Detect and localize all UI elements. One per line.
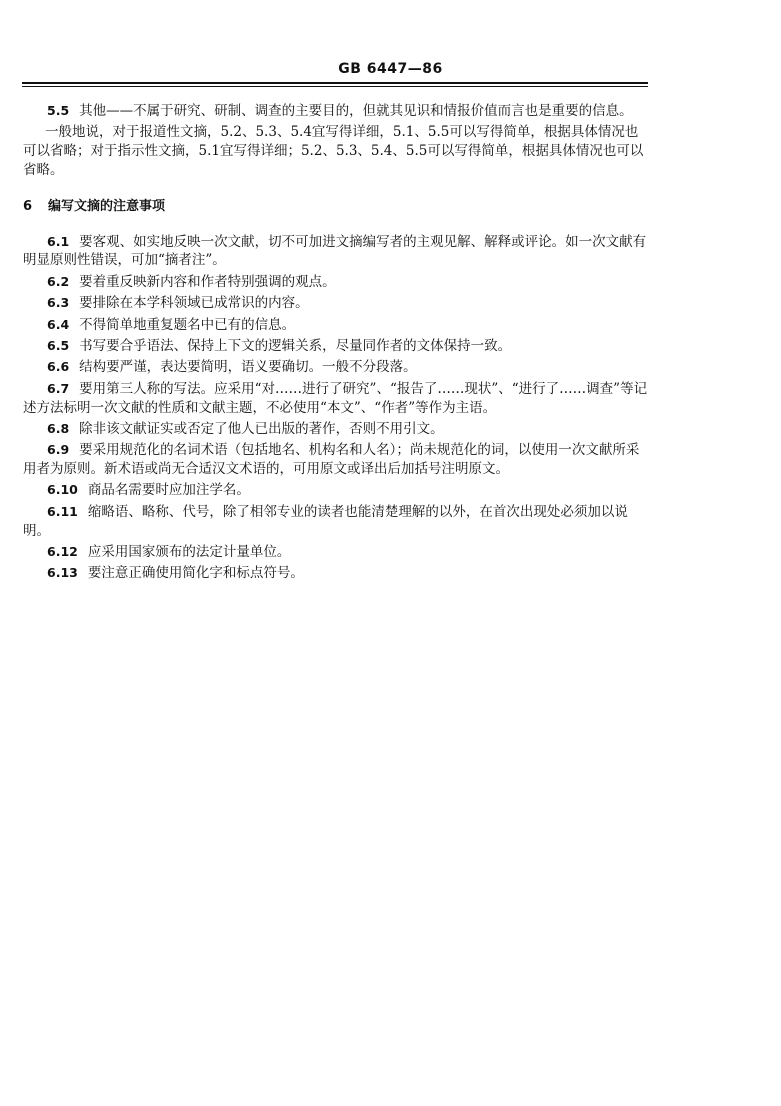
header-rule-thick <box>22 82 648 84</box>
clause-item <box>23 233 651 271</box>
clause-item <box>23 273 651 292</box>
clause-number: 6.11 <box>47 503 78 519</box>
clause-item <box>23 294 651 313</box>
clause-item <box>23 358 651 377</box>
section-heading <box>23 198 651 217</box>
clause-number: 6.3 <box>47 295 70 311</box>
clause-number: 6.12 <box>47 544 78 560</box>
clause-number: 5.5 <box>47 103 70 118</box>
clause-item <box>23 481 651 500</box>
clause-text: 不得简单地重复题名中已有的信息。 <box>79 316 296 333</box>
clause-number: 6.5 <box>47 337 70 353</box>
clause-text: 商品名需要时应加注学名。 <box>87 482 250 499</box>
clause-item <box>23 420 651 439</box>
standard-header: GB 6447—86 <box>338 61 443 77</box>
clause-item <box>23 337 651 356</box>
clause-text: 书写要合乎语法、保持上下文的逻辑关系，尽量同作者的文体保持一致。 <box>79 337 512 354</box>
document-body <box>23 102 651 586</box>
clause-text: 应采用国家颁布的法定计量单位。 <box>87 544 291 561</box>
clause-text: 缩略语、略称、代号，除了相邻专业的读者也能清楚理解的以外，在首次出现处必须加以说明。 <box>23 503 628 539</box>
clause-number: 6.1 <box>47 233 70 249</box>
clause-text: 要注意正确使用简化字和标点符号。 <box>87 565 304 582</box>
clause-item <box>23 441 651 479</box>
clause-number: 6.7 <box>47 380 70 396</box>
clause-item <box>23 316 651 335</box>
section-title: 编写文摘的注意事项 <box>48 198 166 214</box>
clause-text: 要着重反映新内容和作者特别强调的观点。 <box>79 273 336 290</box>
clause-number: 6.6 <box>47 359 70 375</box>
section-number: 6 <box>23 198 33 214</box>
clause-text: 要采用规范化的名词术语（包括地名、机构名和人名）；尚未规范化的词，以使用一次文献所采用者为原则。新术语或尚无合适汉文术语的，可用原文或译出后加括号注明原文。 <box>23 442 640 478</box>
header-rule-thin <box>22 86 648 87</box>
clause-text: 要排除在本学科领域已成常识的内容。 <box>79 295 309 312</box>
clause-text: 其他——不属于研究、研制、调查的主要目的，但就其见识和情报价值而言也是重要的信息。 <box>79 103 633 119</box>
paragraph-general: 一般地说，对于报道性文摘，5.2、5.3、5.4宜写得详细，5.1、5.5可以写得简单，根据具体情况也可以省略；对于指示性文摘，5.1宜写得详细；5.2、5.3、5.4、5.5可以写得简单，根据具体情况也可以省略。 <box>23 124 644 178</box>
clause-text: 要客观、如实地反映一次文献，切不可加进文摘编写者的主观见解、解释或评论。如一次文献有明显原则性错误，可加“摘者注”。 <box>23 233 647 269</box>
clause-item <box>23 564 651 583</box>
clause-number: 6.9 <box>47 442 70 458</box>
clause-number: 6.10 <box>47 482 78 498</box>
clause-item <box>23 503 651 541</box>
clause-number: 6.2 <box>47 273 70 289</box>
clause-text: 结构要严谨，表达要简明，语义要确切。一般不分段落。 <box>79 359 417 376</box>
clause-text: 要用第三人称的写法。应采用“对……进行了研究”、“报告了……现状”、“进行了……调查”等记述方法标明一次文献的性质和文献主题，不必使用“本文”、“作者”等作为主语。 <box>23 380 648 416</box>
clause-number: 6.4 <box>47 316 70 332</box>
clause-number: 6.13 <box>47 565 78 581</box>
clause-text: 除非该文献证实或否定了他人已出版的著作，否则不用引文。 <box>79 420 444 437</box>
clause-number: 6.8 <box>47 420 70 436</box>
clause-item <box>23 543 651 562</box>
clause-item <box>23 380 651 418</box>
clause-5-5 <box>23 102 651 121</box>
clause-list <box>23 233 651 584</box>
